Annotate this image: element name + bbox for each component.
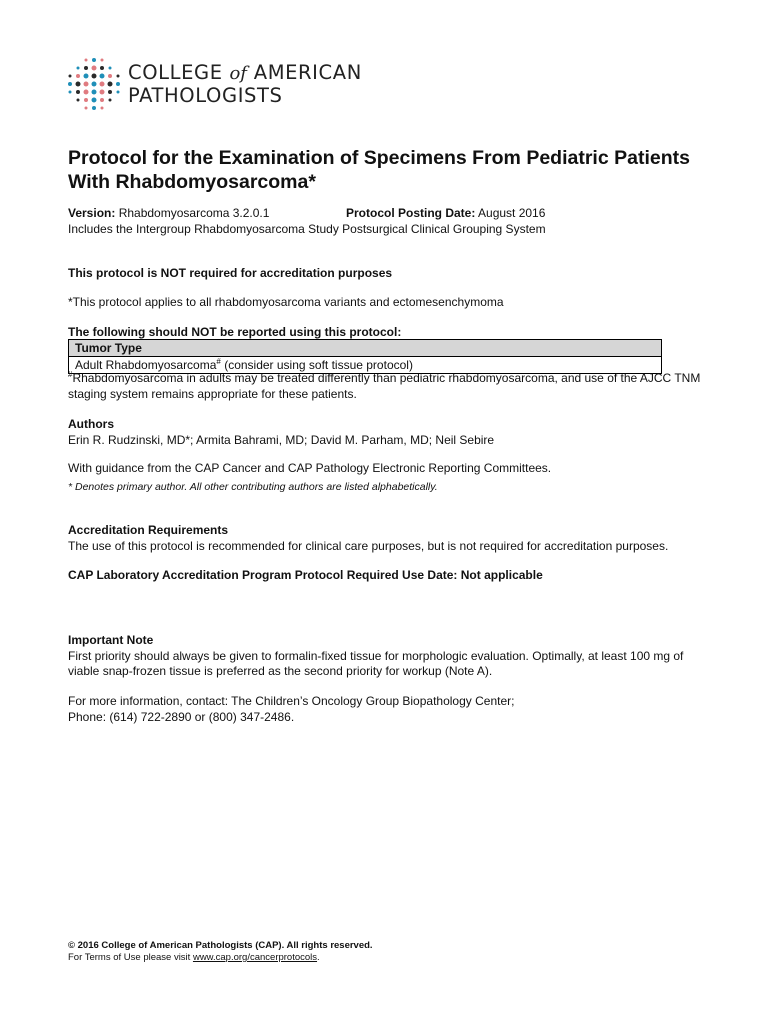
accreditation-section — [68, 523, 718, 554]
contact-text: For more information, contact: The Children’s Oncology Group Biopathology Center; — [68, 694, 515, 708]
document-title: Protocol for the Examination of Specimens From Pediatric Patients With Rhabdomyosarcoma* — [68, 147, 690, 193]
tumor-type-table — [68, 339, 662, 374]
contact-section — [68, 694, 718, 725]
version-value: Rhabdomyosarcoma 3.2.0.1 — [115, 206, 270, 220]
terms-link[interactable]: www.cap.org/cancerprotocols — [192, 952, 318, 963]
not-reported-heading: The following should NOT be reported using this protocol: — [68, 325, 402, 339]
footer — [68, 940, 668, 964]
accreditation-program: CAP Laboratory Accreditation Program Protocol Required Use Date: Not applicable — [68, 568, 543, 582]
authors-names: Erin R. Rudzinski, MD*; Armita Bahrami, MD; David M. Parham, MD; Neil Sebire — [68, 432, 495, 447]
cap-dot-logo-icon — [66, 56, 122, 112]
cap-logo-text: COLLEGE of AMERICAN PATHOLOGISTS — [128, 60, 362, 107]
includes-text: Includes the Intergroup Rhabdomyosarcoma Study Postsurgical Clinical Grouping System — [68, 221, 546, 236]
tumor-type-row: Adult Rhabdomyosarcoma# (consider using soft tissue protocol) — [69, 357, 662, 374]
terms-line: For Terms of Use please visit www.cap.org/cancerprotocols. — [68, 952, 320, 963]
copyright: © 2016 College of American Pathologists (CAP). All rights reserved. — [68, 940, 373, 951]
tumor-type-header: Tumor Type — [69, 340, 662, 357]
guidance-text: With guidance from the CAP Cancer and CAP Pathology Electronic Reporting Committees. — [68, 461, 552, 475]
important-note-heading: Important Note — [68, 633, 154, 647]
tumor-footnote: #Rhabdomyosarcoma in adults may be treated differently than pediatric rhabdomyosarcoma, and use of the AJCC TNM staging system remains appropriate for these patients. — [68, 370, 701, 401]
primary-author-note: * Denotes primary author. All other contributing authors are listed alphabetically. — [68, 481, 438, 493]
accreditation-text: The use of this protocol is recommended for clinical care purposes, but is not required for accreditation purposes. — [68, 538, 669, 553]
applies-text: *This protocol applies to all rhabdomyosarcoma variants and ectomesenchymoma — [68, 295, 504, 309]
authors-heading: Authors — [68, 417, 114, 431]
version-label: Version: — [68, 206, 116, 220]
posting-date: Protocol Posting Date: August 2016 — [346, 206, 546, 220]
important-note-section — [68, 633, 718, 680]
cap-logo — [66, 56, 362, 112]
important-note-text: First priority should always be given to formalin-fixed tissue for morphologic evaluation. Optimally, at least 100 mg of viable snap-frozen tissue is preferred as the second priority for workup (Note A). — [68, 648, 684, 678]
version-block — [68, 206, 718, 237]
authors-section — [68, 417, 718, 448]
contact-phone: Phone: (614) 722-2890 or (800) 347-2486. — [68, 709, 295, 724]
not-required-notice: This protocol is NOT required for accreditation purposes — [68, 266, 393, 280]
accreditation-heading: Accreditation Requirements — [68, 523, 229, 537]
